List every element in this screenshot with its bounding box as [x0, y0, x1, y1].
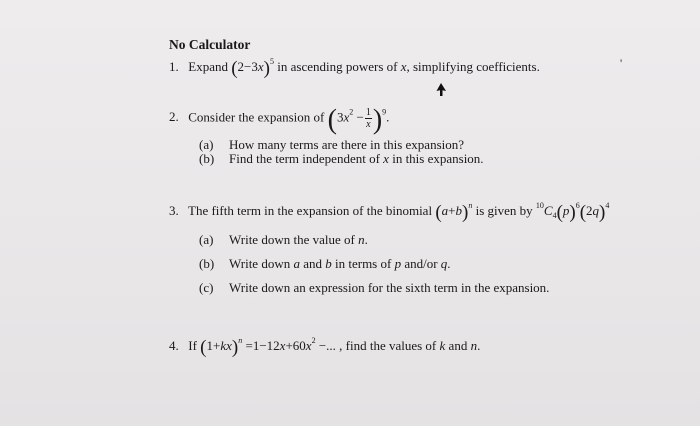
q4-equals: =1−12	[242, 338, 280, 353]
question-3	[169, 203, 609, 221]
q3-six: 6	[575, 201, 580, 210]
q3-text-given: is given by	[472, 203, 536, 218]
q2-variable: x	[343, 109, 350, 125]
q2-fraction-denominator: x	[366, 119, 371, 130]
q4-left-paren: (	[200, 337, 207, 358]
q3-q-right-paren: )	[599, 202, 606, 223]
part-label: (b)	[199, 256, 215, 271]
q1-expression: 2−3	[237, 59, 258, 74]
question-2b	[199, 151, 484, 167]
part-label: (b)	[199, 151, 215, 166]
question-1	[169, 59, 540, 77]
q2-square: 2	[349, 107, 354, 117]
q3-four: 4	[552, 211, 557, 220]
q3-plus: +	[448, 203, 456, 218]
q1-left-paren: (	[231, 58, 238, 79]
q2b-text: Find the term independent of	[229, 151, 384, 166]
q4-square: 2	[311, 336, 316, 345]
question-3a	[199, 232, 368, 248]
stray-mark: '	[620, 56, 623, 70]
q4-n-var: n	[470, 338, 478, 353]
q3-left-paren: (	[435, 202, 442, 223]
q3c-text: Write down an expression for the sixth term in the expansion.	[229, 280, 550, 295]
q4-n-power: n	[238, 336, 243, 345]
question-2	[169, 104, 390, 136]
q4-x: x	[226, 338, 232, 353]
q3-n-power: n	[468, 201, 473, 210]
q1-right-paren: )	[263, 58, 270, 79]
q4-x-linear: x	[279, 338, 286, 353]
question-3c	[199, 280, 549, 296]
q3-p-right-paren: )	[569, 202, 576, 223]
part-label: (c)	[199, 280, 214, 295]
q1-text-variable: x	[400, 59, 407, 74]
q2b-text-end: in this expansion.	[388, 151, 484, 166]
q2-end: .	[386, 109, 390, 125]
q2b-variable: x	[383, 151, 389, 166]
q2-power: 9	[382, 107, 387, 117]
q4-text-if: If	[188, 338, 201, 353]
q3-b: b	[455, 203, 462, 218]
q2-right-paren: )	[372, 104, 383, 136]
q3a-end: .	[364, 232, 368, 247]
part-label: (a)	[199, 137, 214, 152]
q3b-text: Write down	[229, 256, 294, 271]
q3-right-paren: )	[462, 202, 469, 223]
question-number: 3.	[169, 203, 179, 218]
q3-q: q	[592, 203, 600, 218]
q3-combination: C	[543, 203, 553, 218]
q3-ten: 10	[535, 201, 544, 210]
q2a-text: How many terms are there in this expansion?	[229, 137, 465, 152]
q3-two: 2	[586, 203, 593, 218]
question-number: 1.	[169, 59, 179, 74]
q2-coefficient: 3	[336, 109, 344, 125]
q3a-variable: n	[358, 232, 365, 247]
q3-a: a	[441, 203, 449, 218]
q4-x-quadratic: x	[305, 338, 312, 353]
q3b-a: a	[293, 256, 300, 271]
q1-text-expand: Expand	[188, 59, 228, 74]
question-number: 2.	[169, 109, 179, 125]
question-3b	[199, 256, 451, 272]
q4-and: and	[445, 338, 471, 353]
q3-p: p	[562, 203, 570, 218]
q2-minus: −	[353, 109, 364, 125]
q2-text: Consider the expansion of	[188, 109, 328, 125]
q3b-and: and	[299, 256, 326, 271]
q4-text-find: −... , find the values of	[315, 338, 440, 353]
q4-one-plus: 1+	[206, 338, 221, 353]
q3-q-left-paren: (	[579, 202, 587, 223]
q2-fraction	[365, 107, 372, 130]
q4-plus-sixty: +60	[285, 338, 306, 353]
q2-left-paren: (	[327, 104, 337, 136]
q3b-end: .	[447, 256, 451, 271]
question-4	[169, 338, 480, 356]
q1-text-ascending: in ascending powers of	[274, 59, 401, 74]
part-label: (a)	[199, 232, 214, 247]
mouse-cursor-icon	[436, 82, 448, 98]
q1-text-simplify: , simplifying coefficients.	[406, 59, 540, 74]
question-number: 4.	[169, 338, 179, 353]
q1-variable: x	[257, 59, 264, 74]
q2-fraction-numerator: 1	[365, 107, 371, 118]
q4-k-var: k	[439, 338, 446, 353]
page-title: No Calculator	[169, 37, 251, 52]
q1-power: 5	[270, 57, 274, 66]
q4-end: .	[477, 338, 481, 353]
q3b-in-terms: in terms of	[331, 256, 395, 271]
q3a-text: Write down the value of	[229, 232, 359, 247]
q4-k: k	[220, 338, 227, 353]
q3-p-left-paren: (	[556, 202, 563, 223]
q3b-b: b	[325, 256, 332, 271]
q3-text: The fifth term in the expansion of the binomial	[188, 203, 436, 218]
q3b-q: q	[440, 256, 448, 271]
q4-right-paren: )	[231, 337, 239, 358]
q3b-p: p	[394, 256, 402, 271]
q3-q-power: 4	[605, 201, 610, 210]
q3b-andor: and/or	[401, 256, 441, 271]
